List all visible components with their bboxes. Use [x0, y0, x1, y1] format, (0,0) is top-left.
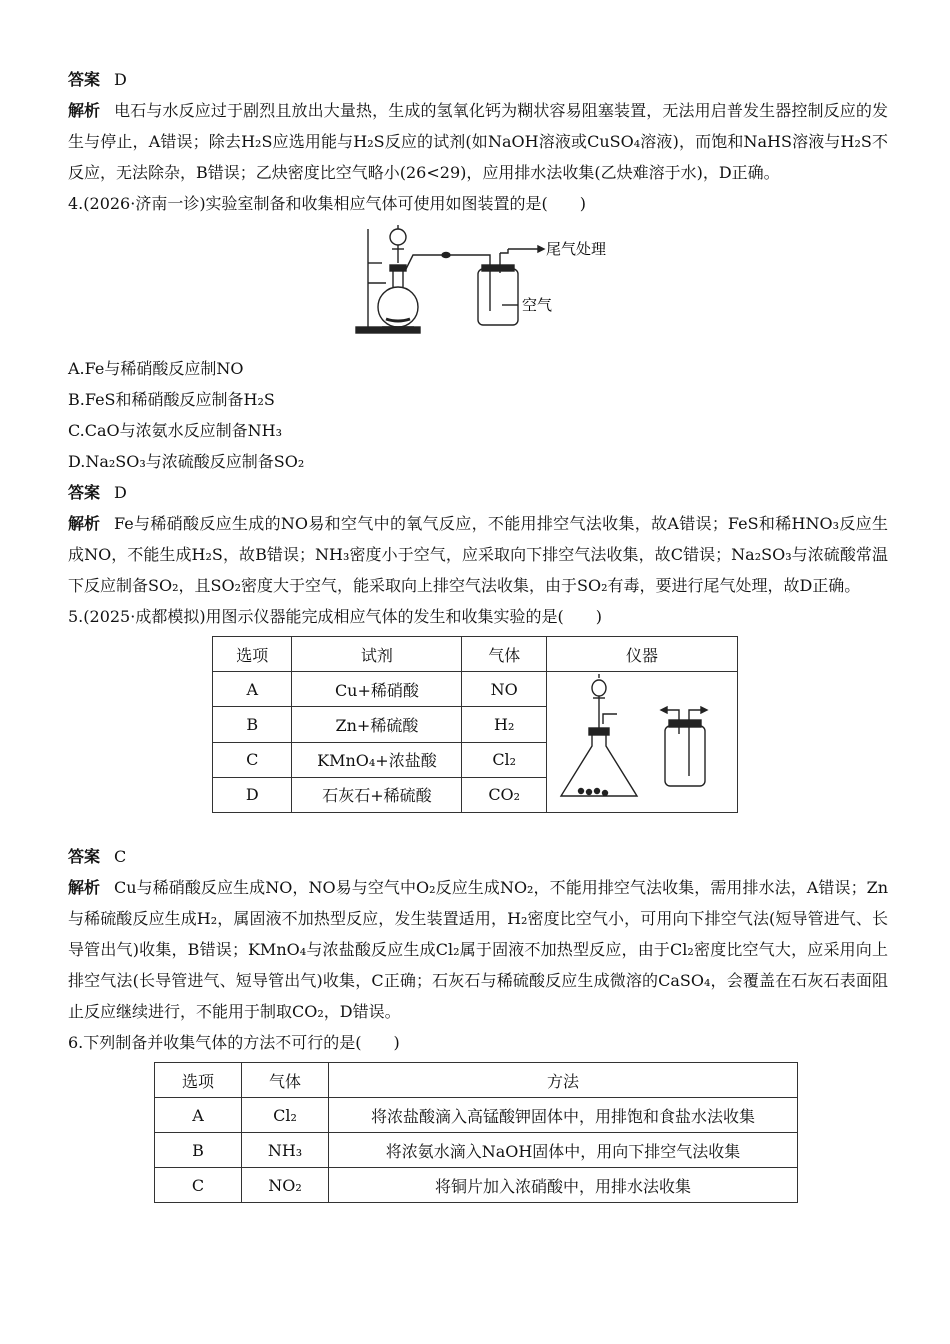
table-cell: NO — [462, 672, 547, 707]
q5-table — [212, 636, 738, 813]
q4-option-a: A.Fe与稀硝酸反应制NO — [68, 359, 244, 378]
header-cell: 选项 — [213, 637, 292, 672]
q5-stem: 5.(2025·成都模拟)用图示仪器能完成相应气体的发生和收集实验的是( ) — [68, 607, 603, 626]
answer-label: 答案 — [68, 483, 101, 502]
exhaust-label: 尾气处理 — [546, 240, 607, 258]
table-cell: 将铜片加入浓硝酸中，用排水法收集 — [329, 1168, 798, 1203]
q6-table — [154, 1062, 798, 1203]
analysis-text: 电石与水反应过于剧烈且放出大量热，生成的氢氧化钙为糊状容易阻塞装置，无法用启普发生器控制反应的发生与停止，A错误；除去H₂S应选用能与H₂S反应的试剂(如NaOH溶液或CuSO₄溶液)，而饱和NaHS溶液与H₂S不反应，无法除杂，B错误；乙炔密度比空气略小(26<29)，应用排水法收集(乙炔难溶于水)，D正确。 — [68, 101, 888, 182]
q3-answer — [68, 64, 888, 95]
table-cell: 石灰石+稀硫酸 — [292, 777, 462, 812]
table-cell: B — [155, 1133, 242, 1168]
flask-and-jar-diagram — [547, 672, 737, 808]
header-cell: 气体 — [462, 637, 547, 672]
table-cell: 将浓盐酸滴入高锰酸钾固体中，用排饱和食盐水法收集 — [329, 1098, 798, 1133]
apparatus-diagram — [68, 223, 888, 351]
analysis-text: Cu与稀硝酸反应生成NO，NO易与空气中O₂反应生成NO₂，不能用排空气法收集，需用排水法，A错误；Zn与稀硫酸反应生成H₂，属固液不加热型反应，发生装置适用，H₂密度比空气小，可用向下排空气法(短导管进气、长导管出气)收集，B错误；KMnO₄与浓盐酸反应生成Cl₂属于固液不加热型反应，由于Cl₂密度比空气大，应采用向上排空气法(长导管进气、短导管出气)收集，C正确；石灰石与稀硫酸反应生成微溶的CaSO₄，会覆盖在石灰石表面阻止反应继续进行，不能用于制取CO₂，D错误。 — [68, 878, 888, 1021]
table-cell: KMnO₄+浓盐酸 — [292, 742, 462, 777]
answer-value: D — [114, 483, 127, 502]
q5-answer — [68, 841, 888, 872]
table-cell: NO₂ — [242, 1168, 329, 1203]
table-cell: C — [213, 742, 292, 777]
analysis-label: 解析 — [68, 514, 101, 533]
analysis-text: Fe与稀硝酸反应生成的NO易和空气中的氧气反应，不能用排空气法收集，故A错误；FeS和稀HNO₃反应生成NO，不能生成H₂S，故B错误；NH₃密度小于空气，应采取向下排空气法收集，故C错误；Na₂SO₃与浓硫酸常温下反应制备SO₂，且SO₂密度大于空气，能采取向上排空气法收集，由于SO₂有毒，要进行尾气处理，故D正确。 — [68, 514, 888, 595]
table-cell: NH₃ — [242, 1133, 329, 1168]
q4-option-b: B.FeS和稀硝酸反应制备H₂S — [68, 390, 275, 409]
table-row — [213, 672, 738, 707]
table-cell: A — [155, 1098, 242, 1133]
answer-label: 答案 — [68, 70, 101, 89]
q4-option-c: C.CaO与浓氨水反应制备NH₃ — [68, 421, 283, 440]
header-cell: 选项 — [155, 1063, 242, 1098]
analysis-label: 解析 — [68, 101, 101, 120]
air-label: 空气 — [522, 296, 553, 314]
header-cell: 仪器 — [547, 637, 738, 672]
header-cell: 气体 — [242, 1063, 329, 1098]
table-cell: Zn+稀硫酸 — [292, 707, 462, 742]
table-cell: B — [213, 707, 292, 742]
analysis-label: 解析 — [68, 878, 101, 897]
table-cell: C — [155, 1168, 242, 1203]
table-header-row — [213, 637, 738, 672]
header-cell: 方法 — [329, 1063, 798, 1098]
q4-stem: 4.(2026·济南一诊)实验室制备和收集相应气体可使用如图装置的是( ) — [68, 194, 587, 213]
table-cell: 将浓氨水滴入NaOH固体中，用向下排空气法收集 — [329, 1133, 798, 1168]
table-cell: H₂ — [462, 707, 547, 742]
q5-analysis — [68, 872, 888, 1027]
table-row — [155, 1168, 798, 1203]
q4-answer — [68, 477, 888, 508]
table-cell: Cl₂ — [462, 742, 547, 777]
q4-option-d: D.Na₂SO₃与浓硫酸反应制备SO₂ — [68, 452, 305, 471]
answer-label: 答案 — [68, 847, 101, 866]
page-content — [68, 64, 888, 1203]
table-header-row — [155, 1063, 798, 1098]
table-row — [155, 1098, 798, 1133]
table-cell: A — [213, 672, 292, 707]
apparatus-cell — [547, 672, 738, 813]
table-cell: Cl₂ — [242, 1098, 329, 1133]
q4-apparatus-figure — [68, 223, 888, 351]
table-cell: CO₂ — [462, 777, 547, 812]
table-cell: Cu+稀硝酸 — [292, 672, 462, 707]
answer-value: D — [114, 70, 127, 89]
q4-analysis — [68, 508, 888, 601]
q3-analysis — [68, 95, 888, 188]
answer-value: C — [114, 847, 127, 866]
table-cell: D — [213, 777, 292, 812]
q6-stem: 6.下列制备并收集气体的方法不可行的是( ) — [68, 1033, 400, 1052]
table-row — [155, 1133, 798, 1168]
header-cell: 试剂 — [292, 637, 462, 672]
